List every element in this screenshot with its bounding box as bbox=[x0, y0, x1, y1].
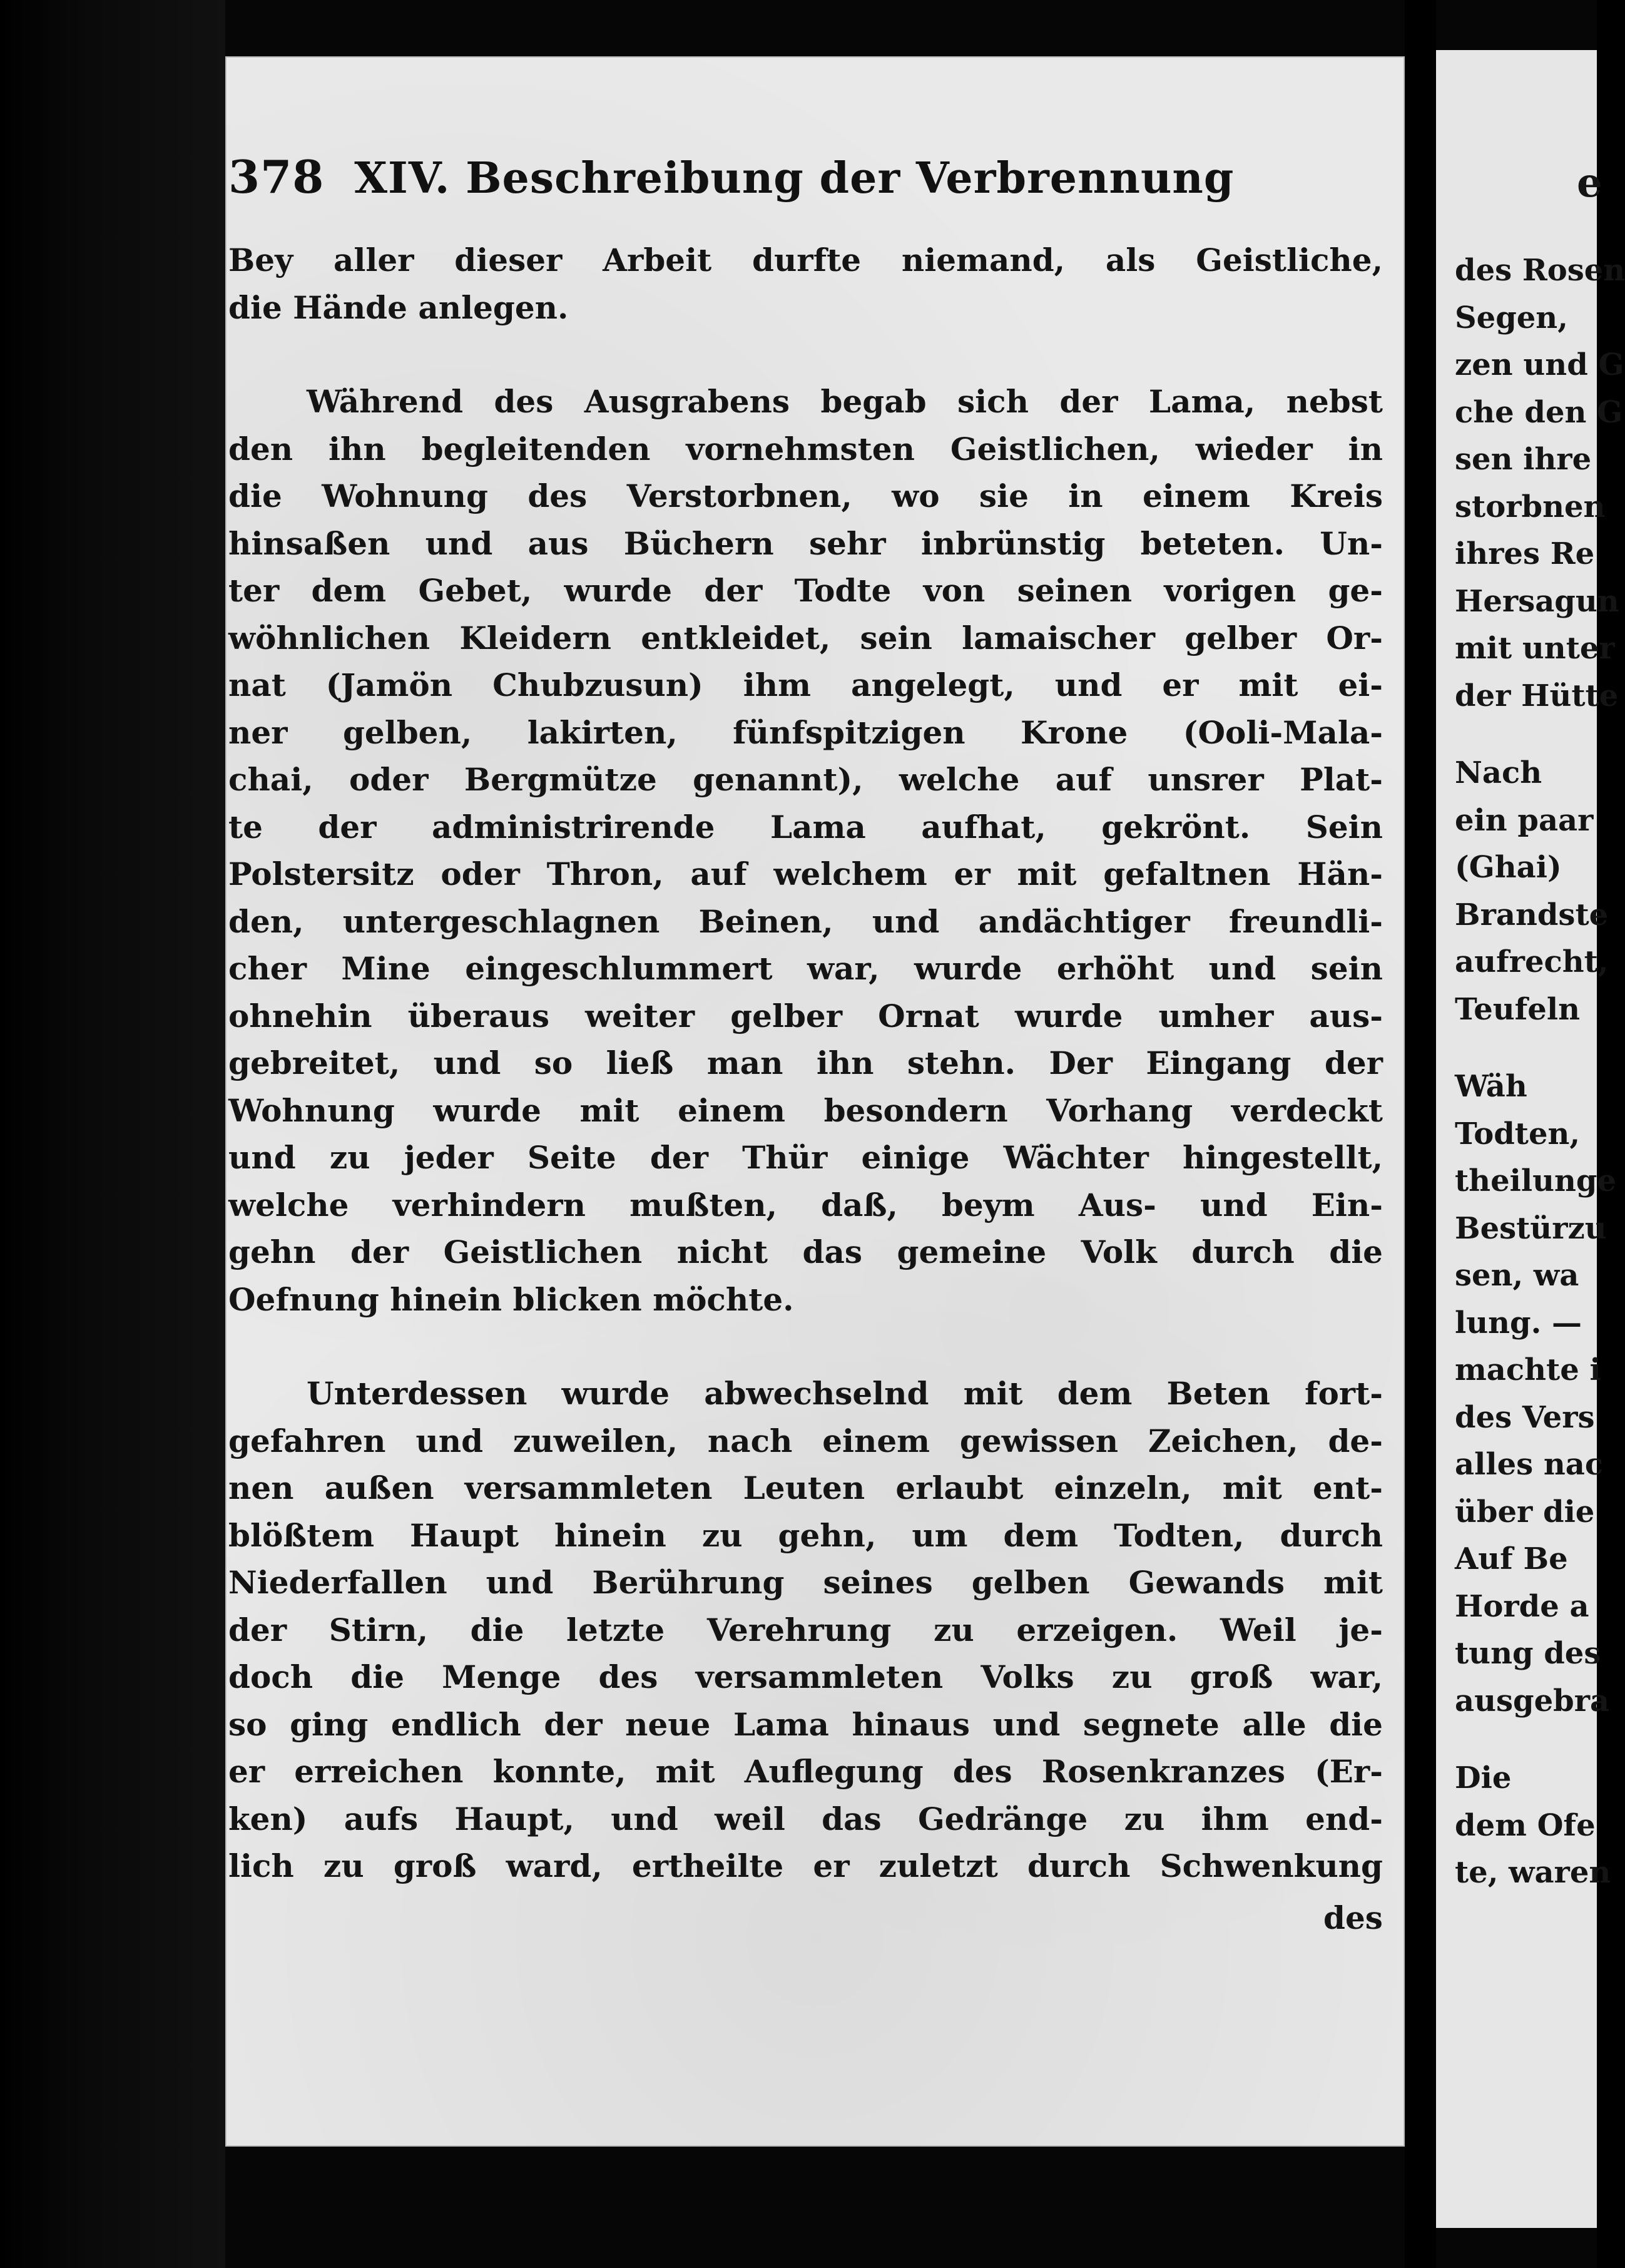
facing-text-line: sen, wa bbox=[1455, 1258, 1579, 1293]
facing-text-line: che den G bbox=[1455, 394, 1623, 430]
facing-text-line: theilunge bbox=[1455, 1163, 1616, 1198]
facing-text-line: Todten, bbox=[1455, 1116, 1581, 1152]
paragraph-3 bbox=[228, 1370, 1383, 1890]
facing-paragraph-gap bbox=[1455, 720, 1597, 750]
facing-text-line: über die bbox=[1455, 1494, 1595, 1530]
text-line: so ging endlich der neue Lama hinaus und segnete alle die bbox=[228, 1705, 1383, 1743]
facing-text-line: sen ihre bbox=[1455, 442, 1592, 477]
facing-text-line: mit unter bbox=[1455, 631, 1615, 666]
book-gutter bbox=[1405, 0, 1436, 2268]
facing-paragraph-gap bbox=[1455, 1033, 1597, 1063]
paragraph-2 bbox=[228, 378, 1383, 1323]
paragraph-1 bbox=[228, 237, 1383, 331]
facing-text-line: (Ghai) bbox=[1455, 850, 1562, 885]
facing-text-line: der Hütte bbox=[1455, 678, 1619, 713]
text-line: nen außen versammleten Leuten erlaubt einzeln, mit ent- bbox=[228, 1469, 1383, 1506]
facing-text-line: te, waren bbox=[1455, 1855, 1611, 1890]
text-line: gefahren und zuweilen, nach einem gewissen Zeichen, de- bbox=[228, 1422, 1383, 1459]
text-line: wöhnlichen Kleidern entkleidet, sein lamaischer gelber Or- bbox=[228, 619, 1383, 656]
text-line: ken) aufs Haupt, und weil das Gedränge zu ihm end- bbox=[228, 1800, 1383, 1837]
text-line: gehn der Geistlichen nicht das gemeine Volk durch die bbox=[228, 1234, 1383, 1270]
facing-text-line: ihres Re bbox=[1455, 536, 1595, 571]
facing-page-head-fragment: e bbox=[1577, 160, 1602, 207]
facing-text-line: Hersagun bbox=[1455, 583, 1619, 619]
facing-text-line: machte i bbox=[1455, 1352, 1601, 1387]
facing-text-line: aufrecht, bbox=[1455, 944, 1609, 979]
running-title: XIV. Beschreibung der Verbrennung bbox=[354, 153, 1235, 203]
facing-text-line: Auf Be bbox=[1455, 1541, 1568, 1576]
catchword: des bbox=[1323, 1899, 1383, 1936]
facing-text-line: Nach bbox=[1455, 755, 1542, 790]
text-line: Niederfallen und Berührung seines gelben Gewands mit bbox=[228, 1564, 1383, 1601]
facing-text-line: lung. — bbox=[1455, 1305, 1582, 1341]
text-line: ohnehin überaus weiter gelber Ornat wurde umher aus- bbox=[228, 997, 1383, 1034]
text-line: chai, oder Bergmütze genannt), welche auf unsrer Plat- bbox=[228, 761, 1383, 798]
text-line: nat (Jamön Chubzusun) ihm angelegt, und er mit ei- bbox=[228, 667, 1383, 703]
text-line: ner gelben, lakirten, fünfspitzigen Krone (Ooli-Mala- bbox=[228, 713, 1383, 751]
page-body bbox=[228, 237, 1383, 1890]
facing-text-line: des Rosen bbox=[1455, 253, 1625, 288]
text-line: welche verhindern mußten, daß, beym Aus- und Ein- bbox=[228, 1186, 1383, 1223]
left-scan-border bbox=[0, 0, 225, 2268]
facing-text-line: dem Ofe bbox=[1455, 1807, 1596, 1843]
page-number: 378 bbox=[228, 150, 325, 203]
text-line: doch die Menge des versammleten Volks zu groß war, bbox=[228, 1658, 1383, 1695]
facing-text-line: tung des bbox=[1455, 1636, 1601, 1671]
facing-text-line: Bestürzu bbox=[1455, 1210, 1607, 1246]
text-line: gebreitet, und so ließ man ihn stehn. Der Eingang der bbox=[228, 1045, 1383, 1081]
facing-text-line: ein paar bbox=[1455, 802, 1594, 838]
running-head bbox=[228, 150, 1292, 225]
text-line: hinsaßen und aus Büchern sehr inbrünstig beteten. Un- bbox=[228, 524, 1383, 562]
facing-page-text bbox=[1455, 247, 1625, 1897]
text-line: den ihn begleitenden vornehmsten Geistlichen, wieder in bbox=[228, 430, 1383, 467]
facing-text-line: storbnen bbox=[1455, 489, 1606, 524]
facing-text-line: Wäh bbox=[1455, 1069, 1527, 1104]
text-line: Bey aller dieser Arbeit durfte niemand, als Geistliche, bbox=[228, 242, 1383, 278]
text-line: Während des Ausgrabens begab sich der Lama, nebst bbox=[307, 383, 1383, 420]
text-line: die Hände anlegen. bbox=[228, 289, 569, 326]
text-line: Unterdessen wurde abwechselnd mit dem Beten fort- bbox=[307, 1375, 1383, 1412]
text-line: die Wohnung des Verstorbnen, wo sie in einem Kreis bbox=[228, 478, 1383, 514]
text-line: cher Mine eingeschlummert war, wurde erhöht und sein bbox=[228, 950, 1383, 987]
facing-text-line: des Vers bbox=[1455, 1399, 1595, 1435]
text-line: blößtem Haupt hinein zu gehn, um dem Todten, durch bbox=[228, 1516, 1383, 1554]
facing-text-line: alles nac bbox=[1455, 1447, 1604, 1482]
facing-text-line: Die bbox=[1455, 1760, 1512, 1796]
text-line: ter dem Gebet, wurde der Todte von seinen vorigen ge- bbox=[228, 572, 1383, 609]
text-line: der Stirn, die letzte Verehrung zu erzeigen. Weil je- bbox=[228, 1611, 1383, 1648]
facing-text-line: ausgebra bbox=[1455, 1683, 1610, 1719]
facing-text-line: Horde a bbox=[1455, 1588, 1589, 1624]
facing-paragraph-gap bbox=[1455, 1725, 1597, 1755]
facing-text-line: Segen, bbox=[1455, 300, 1568, 335]
text-line: Oefnung hinein blicken möchte. bbox=[228, 1280, 794, 1318]
text-line: er erreichen konnte, mit Auflegung des Rosenkranzes (Er- bbox=[228, 1753, 1383, 1790]
text-line: Polstersitz oder Thron, auf welchem er mit gefaltnen Hän- bbox=[228, 856, 1383, 892]
text-line: Wohnung wurde mit einem besondern Vorhang verdeckt bbox=[228, 1091, 1383, 1129]
facing-text-line: Brandste bbox=[1455, 897, 1609, 932]
facing-text-line: Teufeln bbox=[1455, 991, 1580, 1027]
text-line: den, untergeschlagnen Beinen, und andächtiger freundli- bbox=[228, 902, 1383, 940]
text-line: und zu jeder Seite der Thür einige Wächter hingestellt, bbox=[228, 1139, 1383, 1176]
facing-text-line: zen und G bbox=[1455, 347, 1624, 382]
text-line: te der administrirende Lama aufhat, gekrönt. Sein bbox=[228, 808, 1383, 845]
text-line: lich zu groß ward, ertheilte er zuletzt durch Schwenkung bbox=[228, 1847, 1383, 1884]
